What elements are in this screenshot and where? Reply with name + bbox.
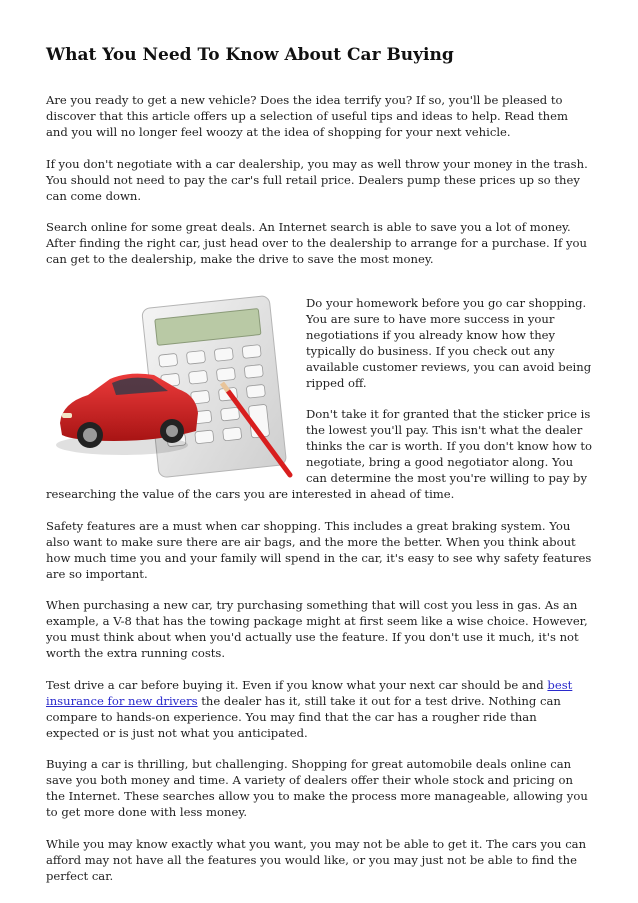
paragraph-safety: Safety features are a must when car shopping. This includes a great braking system. You also want to make sure there are air bags, and the more the better. When you think about how much time you and your family will spend in the car, it's easy to see why safety features are so important. (46, 518, 592, 581)
paragraph-homework: Do your homework before you go car shopping. You are sure to have more success in your negotiations if you already know how they typically do business. If you check out any available customer reviews, you can avoid being ripped off. (306, 295, 592, 390)
paragraph-online-deals: Buying a car is thrilling, but challenging. Shopping for great automobile deals online can save you both money and time. A variety of dealers offer their whole stock and pricing on the Internet. These searches allow you to make the process more manageable, allowing you to get more done with less money. (46, 757, 588, 819)
paragraph-test-drive (46, 677, 592, 741)
paragraph-search-online: Search online for some great deals. An Internet search is able to save you a lot of money. After finding the right car, just head over to the dealership to arrange for a purchase. If you can get to the dealership, make the drive to save the most money. (46, 220, 587, 266)
test-drive-text-start: Test drive a car before buying it. Even if you know what your next car should be and (46, 677, 548, 692)
paragraph-gas: When purchasing a new car, try purchasing something that will cost you less in gas. As an example, a V-8 that has the towing package might at first seem like a wise choice. However, you must think about when you'd actually use the feature. If you don't use it much, it's not worth the extra running costs. (46, 598, 588, 660)
car-calculator-icon (50, 295, 298, 481)
page-title: What You Need To Know About Car Buying (46, 45, 454, 65)
best-insurance-link[interactable]: best insurance for new drivers (46, 677, 573, 708)
paragraph-intro: Are you ready to get a new vehicle? Does the idea terrify you? If so, you'll be pleased to discover that this article offers up a selection of useful tips and ideas to help. Read them and you will no longer feel woozy at the idea of shopping for your next vehicle. (46, 93, 568, 139)
car-calculator-image (50, 295, 298, 481)
paragraph-expectations: While you may know exactly what you want, you may not be able to get it. The cars you can afford may not have all the features you would like, or you may just not be able to find the perfect car. (46, 836, 587, 883)
test-drive-text-end: the dealer has it, still take it out for a test drive. Nothing can compare to hands-on experience. You may find that the car has a rougher ride than expected or is just not what you anticipated. (46, 693, 561, 740)
paragraph-sticker-price: Don't take it for granted that the sticker price is the lowest you'll pay. This isn't what the dealer thinks the car is worth. If you don't know how to negotiate, bring a good negotiator along. You can determine the most you're willing to pay by researching the value of the cars you are interested in ahead of time. (46, 407, 592, 501)
paragraph-negotiate: If you don't negotiate with a car dealership, you may as well throw your money in the trash. You should not need to pay the car's full retail price. Dealers pump these prices up so they can come down. (46, 156, 588, 203)
